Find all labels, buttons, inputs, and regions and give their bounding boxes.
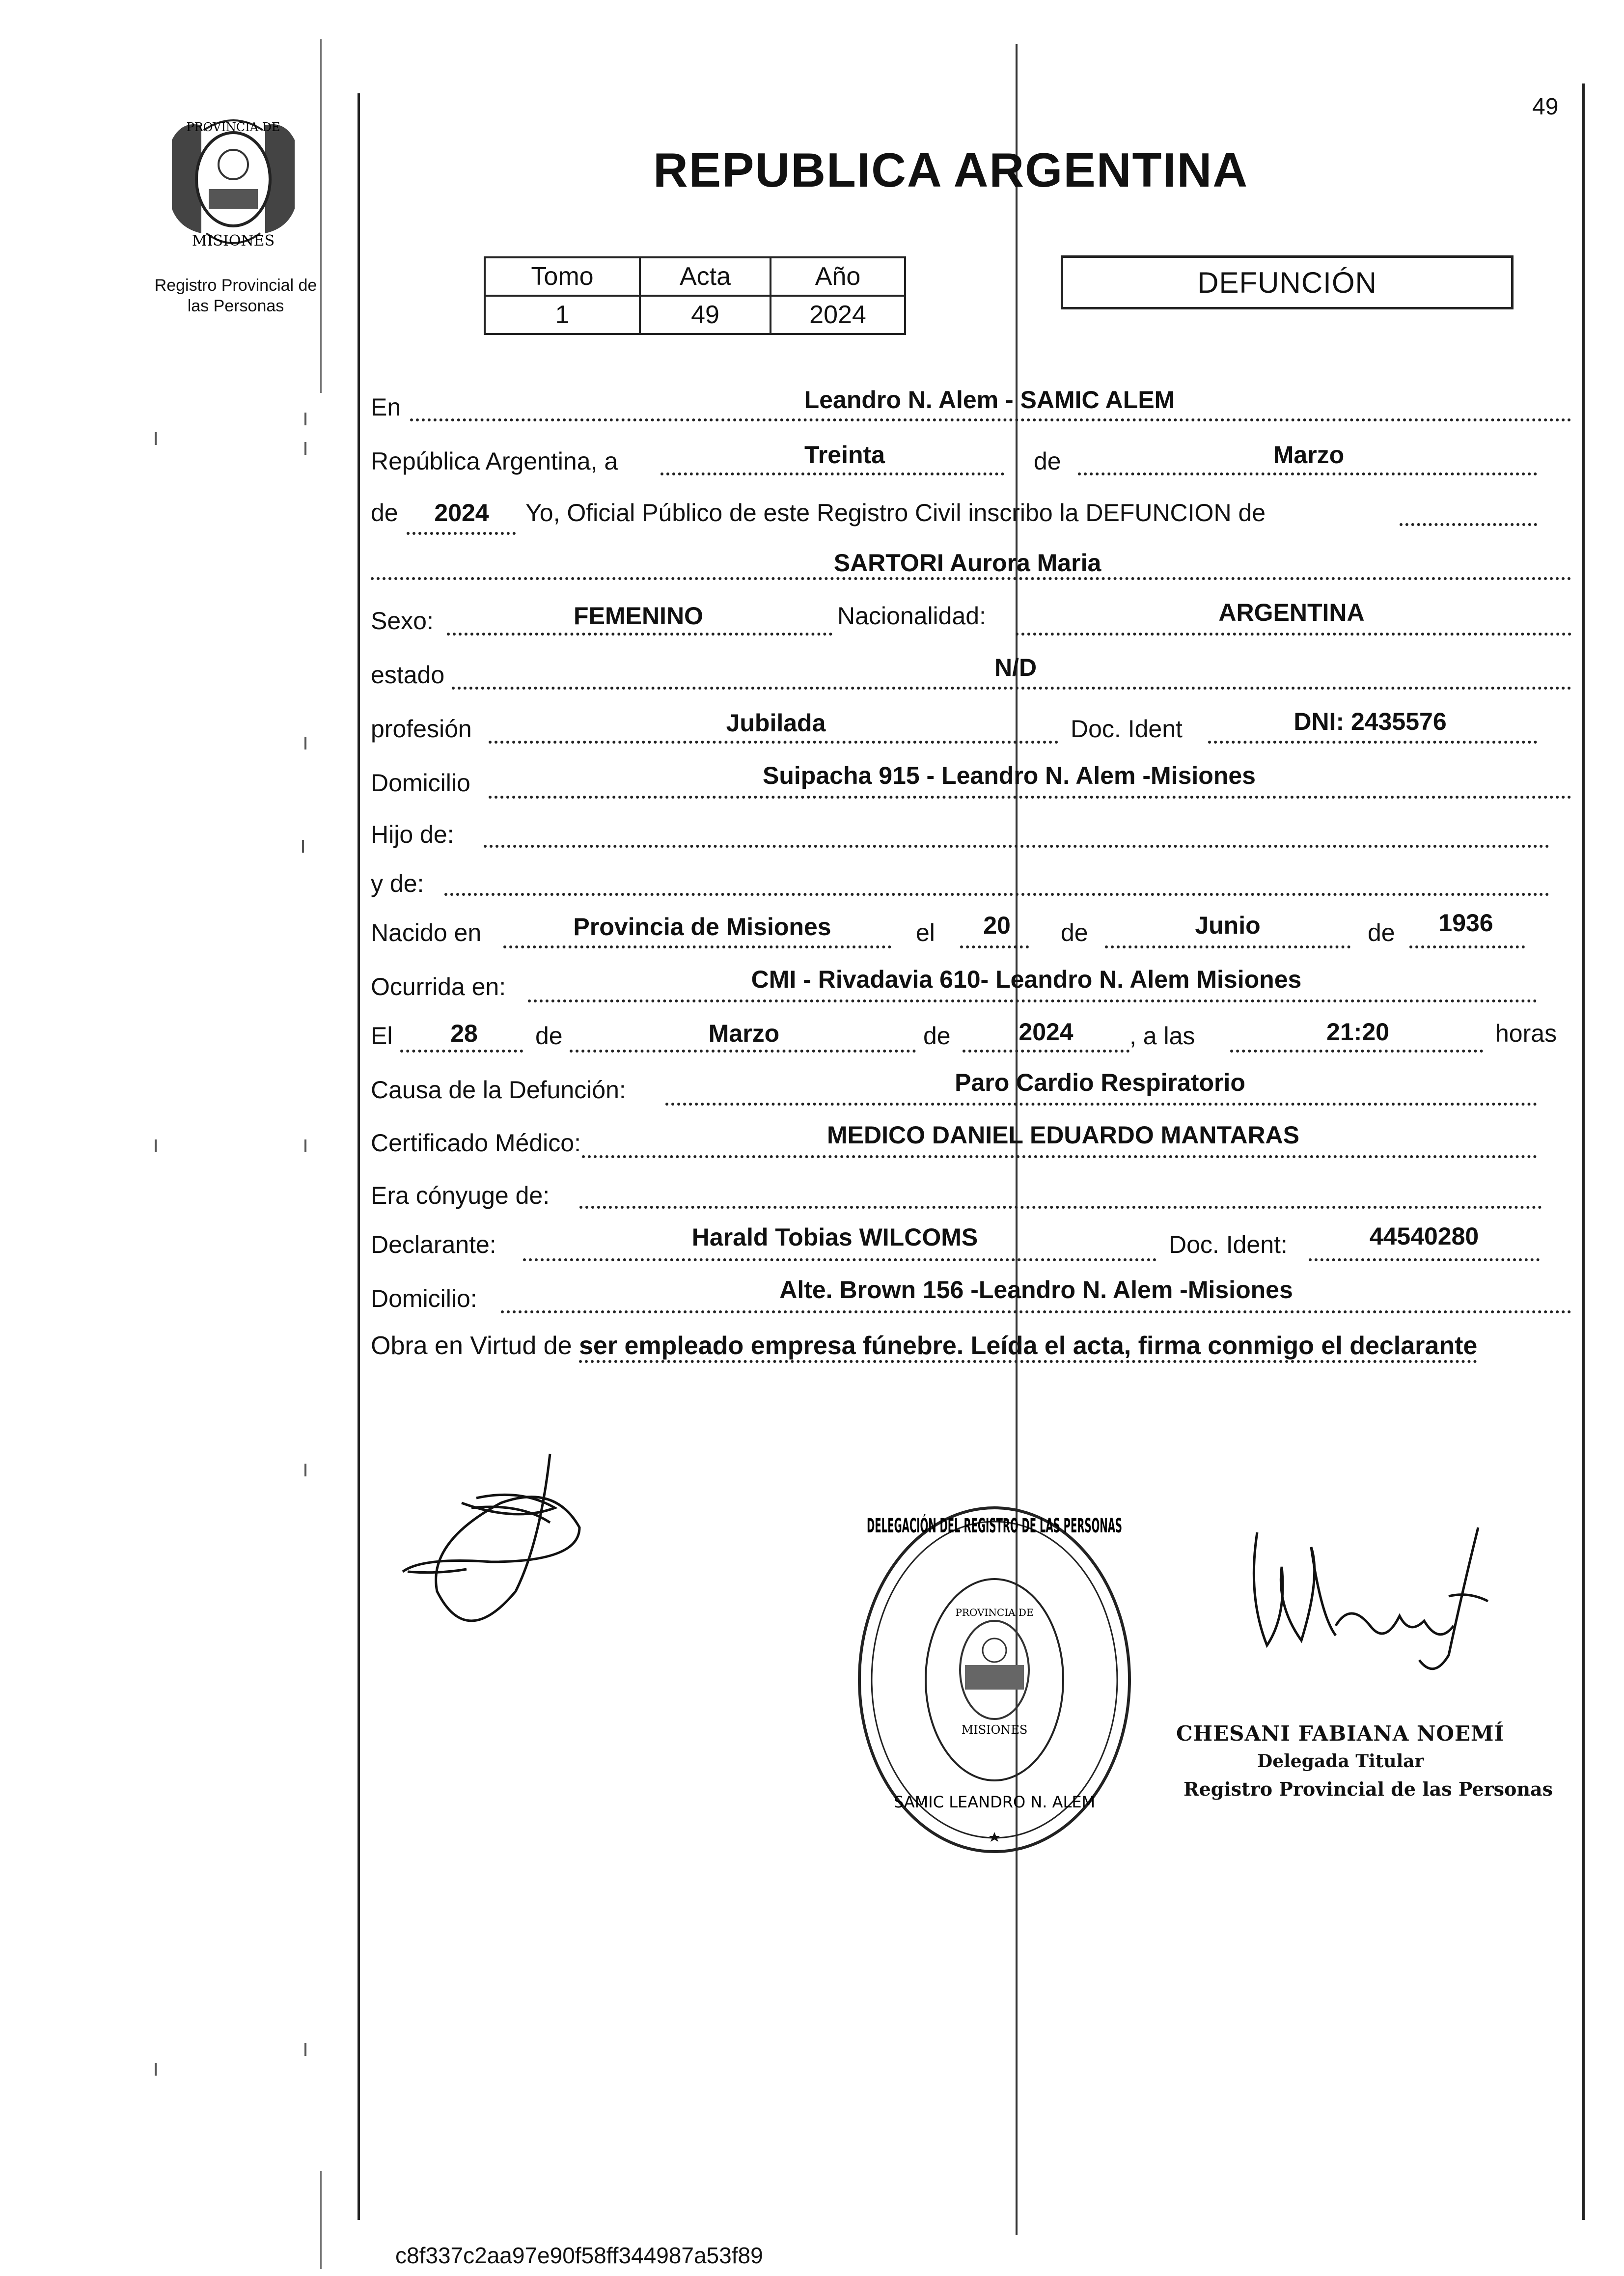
label-nacido-de-2: de (1368, 919, 1395, 946)
line-y-de (444, 893, 1549, 896)
label-anio-de: de (371, 499, 398, 527)
seal-top-text: PROVINCIA DE (186, 120, 280, 134)
label-y-de: y de: (371, 870, 424, 897)
ref-value-tomo: 1 (485, 296, 640, 334)
line-estado (452, 687, 1571, 690)
line-sexo (447, 633, 832, 636)
line-declarante (523, 1258, 1156, 1261)
value-fecha-def-anio: 2024 (1018, 1018, 1073, 1046)
label-declarante-doc: Doc. Ident: (1169, 1231, 1288, 1258)
document-type: DEFUNCIÓN (1197, 266, 1377, 299)
line-certificado (582, 1155, 1537, 1158)
registry-label-line2: las Personas (187, 297, 284, 315)
margin-mark (155, 1139, 157, 1152)
line-conyuge (579, 1206, 1542, 1209)
margin-mark (304, 442, 306, 455)
label-anio-text: Yo, Oficial Público de este Registro Civil inscribo la DEFUNCION de (525, 499, 1266, 527)
line-en (410, 418, 1571, 421)
left-margin-rule (358, 93, 360, 2220)
label-nacionalidad: Nacionalidad: (837, 602, 986, 630)
ref-header-tomo: Tomo (485, 257, 640, 296)
value-sexo: FEMENINO (574, 602, 703, 630)
line-profesion (489, 741, 1058, 744)
label-nacido-de: de (1061, 919, 1088, 946)
line-nacido-mes (1105, 945, 1350, 948)
line-domicilio (489, 796, 1571, 799)
margin-mark (155, 2063, 157, 2076)
value-nacionalidad: ARGENTINA (1218, 599, 1365, 626)
value-doc-ident: DNI: 2435576 (1294, 708, 1447, 735)
value-fecha-def-hora: 21:20 (1326, 1018, 1389, 1046)
value-declarante-doc: 44540280 (1369, 1222, 1479, 1250)
stamp-center-top: PROVINCIA DE (955, 1607, 1034, 1618)
value-en: Leandro N. Alem - SAMIC ALEM (804, 386, 1175, 414)
margin-mark (304, 413, 306, 425)
label-fecha-1: República Argentina, a (371, 447, 618, 475)
label-fecha-def-el: El (371, 1022, 393, 1050)
signatory-name: CHESANI FABIANA NOEMÍ (1176, 1721, 1505, 1746)
label-domicilio: Domicilio (371, 769, 470, 797)
line-fecha-dia (661, 472, 1004, 475)
margin-mark (304, 2043, 306, 2056)
margin-mark (304, 1464, 306, 1476)
label-sexo: Sexo: (371, 607, 434, 635)
value-nombre: SARTORI Aurora Maria (833, 549, 1101, 577)
document-type-box (1061, 255, 1514, 309)
page-number: 49 (1532, 94, 1559, 120)
line-declarante-doc (1309, 1258, 1540, 1261)
document-hash: c8f337c2aa97e90f58ff344987a53f89 (395, 2243, 763, 2268)
ref-value-anio: 2024 (771, 296, 905, 334)
stamp-center-bottom: MISIONES (961, 1723, 1028, 1737)
line-ocurrida (528, 999, 1537, 1002)
margin-mark (155, 432, 157, 445)
value-fecha-def-dia: 28 (450, 1020, 478, 1047)
value-declarante: Harald Tobias WILCOMS (691, 1223, 978, 1251)
value-obra: ser empleado empresa fúnebre. Leída el acta, firma conmigo el declarante (579, 1332, 1477, 1363)
signatory-office: Registro Provincial de las Personas (1184, 1778, 1553, 1800)
ref-header-anio: Año (771, 257, 905, 296)
label-profesion: profesión (371, 715, 472, 743)
provincial-seal-icon (152, 111, 314, 258)
margin-mark (304, 737, 306, 749)
label-nacido-el: el (916, 919, 935, 946)
label-declarante: Declarante: (371, 1231, 496, 1258)
value-estado: N/D (994, 654, 1037, 681)
line-fecha-mes (1078, 472, 1537, 475)
label-obra: Obra en Virtud de (371, 1332, 572, 1360)
line-anio (407, 532, 516, 535)
value-profesion: Jubilada (726, 709, 826, 737)
value-domicilio: Suipacha 915 - Leandro N. Alem -Misiones (763, 762, 1256, 789)
label-certificado: Certificado Médico: (371, 1129, 581, 1157)
value-nacido-dia: 20 (983, 912, 1011, 939)
ref-header-acta: Acta (640, 257, 771, 296)
margin-mark (304, 1139, 306, 1152)
margin-mark (302, 840, 304, 853)
label-fecha-def-hora: , a las (1129, 1022, 1195, 1050)
label-ocurrida: Ocurrida en: (371, 973, 506, 1000)
reference-table (484, 256, 906, 335)
declarant-signature (393, 1444, 668, 1650)
right-margin-rule (1582, 83, 1585, 2220)
label-fecha-def-de-2: de (923, 1022, 951, 1050)
gutter-rule-lower (320, 2171, 322, 2269)
ref-value-acta: 49 (640, 296, 771, 334)
label-estado: estado (371, 661, 445, 689)
seal-bottom-text: MISIONES (192, 232, 275, 250)
label-nacido: Nacido en (371, 919, 482, 946)
label-causa: Causa de la Defunción: (371, 1076, 626, 1104)
line-fecha-def-anio (963, 1050, 1129, 1053)
line-nombre (371, 577, 1571, 580)
line-nacionalidad (1016, 633, 1571, 636)
signatory-role: Delegada Titular (1257, 1751, 1424, 1772)
value-fecha-def-mes: Marzo (708, 1020, 780, 1047)
line-fecha-def-hora (1230, 1050, 1483, 1053)
value-nacido-anio: 1936 (1438, 909, 1493, 937)
line-causa (665, 1103, 1537, 1106)
value-fecha-mes: Marzo (1273, 441, 1345, 469)
obra-paragraph (371, 1324, 1569, 1368)
value-fecha-dia: Treinta (804, 441, 885, 469)
value-nacido-lugar: Provincia de Misiones (573, 913, 831, 941)
value-anio: 2024 (434, 499, 489, 527)
value-nacido-mes: Junio (1195, 912, 1261, 939)
line-nacido-lugar (503, 945, 891, 948)
line-hijo-de (484, 845, 1549, 848)
label-doc-ident: Doc. Ident (1071, 715, 1183, 743)
label-en: En (371, 393, 401, 421)
label-fecha-de: de (1034, 447, 1061, 475)
line-anio-end (1400, 523, 1537, 526)
line-nacido-anio (1409, 945, 1525, 948)
label-domicilio-decl: Domicilio: (371, 1285, 477, 1312)
line-fecha-def-mes (570, 1050, 916, 1053)
label-conyuge: Era cónyuge de: (371, 1182, 550, 1209)
value-certificado: MEDICO DANIEL EDUARDO MANTARAS (826, 1121, 1300, 1149)
label-hijo-de: Hijo de: (371, 821, 454, 848)
registry-label-line1: Registro Provincial de (154, 276, 317, 295)
stamp-inner-text: SAMIC LEANDRO N. ALEM (893, 1793, 1096, 1811)
registry-label (123, 275, 349, 316)
line-nacido-dia (960, 945, 1029, 948)
label-fecha-def-de: de (535, 1022, 563, 1050)
official-signature (1174, 1518, 1517, 1680)
line-fecha-def-dia (400, 1050, 523, 1053)
stamp-outer-text: DELEGACIÓN DEL REGISTRO DE LAS PERSONAS (867, 1515, 1388, 1537)
value-domicilio-decl: Alte. Brown 156 -Leandro N. Alem -Misiones (779, 1276, 1293, 1304)
page-title: REPUBLICA ARGENTINA (653, 143, 1249, 197)
line-domicilio-decl (501, 1310, 1571, 1313)
line-doc-ident (1208, 741, 1537, 744)
value-causa: Paro Cardio Respiratorio (955, 1069, 1245, 1096)
value-ocurrida: CMI - Rivadavia 610- Leandro N. Alem Misiones (751, 966, 1302, 993)
gutter-rule (320, 39, 322, 393)
label-fecha-def-horas: horas (1495, 1020, 1557, 1047)
